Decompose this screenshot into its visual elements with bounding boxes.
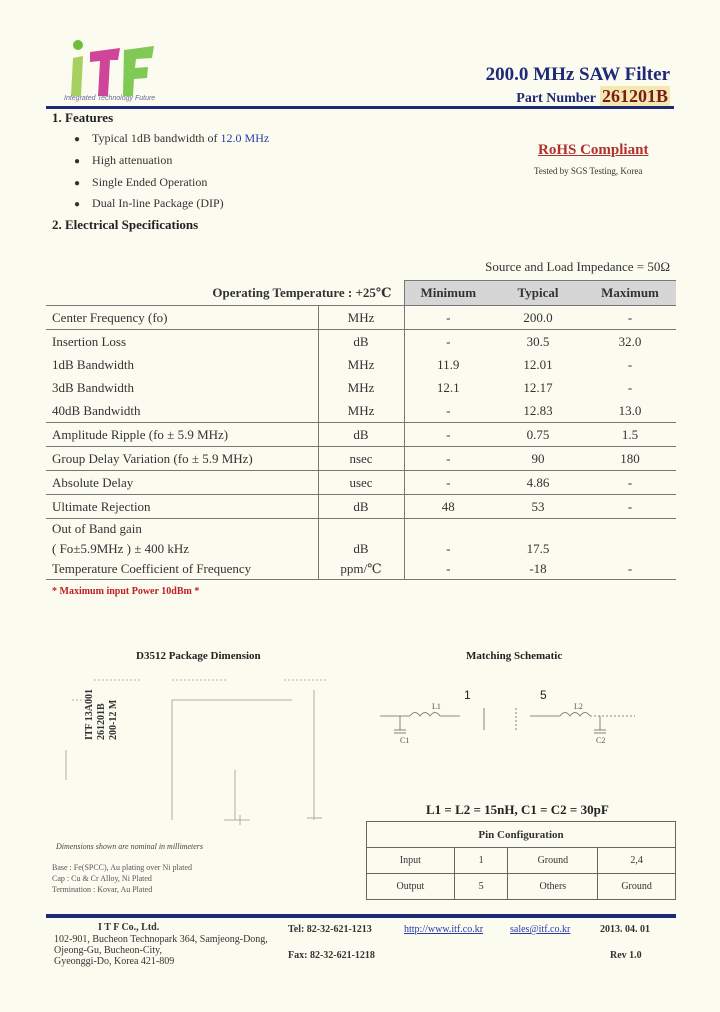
col-typical: Typical <box>492 281 584 306</box>
email-link[interactable]: sales@itf.co.kr <box>510 924 571 935</box>
rohs-title: RoHS Compliant <box>538 142 649 158</box>
rohs-subtitle: Tested by SGS Testing, Korea <box>534 166 643 176</box>
table-row: Input 1 Ground 2,4 <box>367 848 676 874</box>
c1-label: C1 <box>400 736 410 745</box>
header-divider <box>46 106 674 109</box>
feature-item: ● High attenuation <box>74 153 173 167</box>
dimension-note: Dimensions shown are nominal in millimeters <box>56 842 204 851</box>
spec-header-row <box>46 281 676 306</box>
table-row: ( Fo±5.9MHz ) ± 400 kHz dB - 17.5 <box>46 539 676 559</box>
electrical-heading: 2. Electrical Specifications <box>52 217 199 232</box>
table-row: Center Frequency (fo) MHz - 200.0 - <box>46 306 676 330</box>
package-materials: Base : Fe(SPCC), Au plating over Ni plated Cap : Cu & Cr Alloy, Ni Plated Termination : Kovar, Au Plated <box>52 863 192 894</box>
spec-table <box>46 280 676 580</box>
feature-item: ● Single Ended Operation <box>74 175 208 189</box>
table-row: 3dB Bandwidth MHz 12.1 12.17 - <box>46 376 676 399</box>
max-power-warning: * Maximum input Power 10dBm * <box>52 586 200 597</box>
package-marking: ITF 13A001 261201B 200-12 M <box>84 688 119 740</box>
footer-divider <box>46 914 676 918</box>
part-number: 261201B <box>601 86 668 106</box>
table-row: Group Delay Variation (fo ± 5.9 MHz) nsec - 90 180 <box>46 447 676 471</box>
table-row: 40dB Bandwidth MHz - 12.83 13.0 <box>46 399 676 423</box>
table-row: 1dB Bandwidth MHz 11.9 12.01 - <box>46 353 676 376</box>
feature-item: ● Typical 1dB bandwidth of 12.0 MHz <box>74 131 270 145</box>
pin1-label: 1 <box>464 688 471 702</box>
pin-config-table <box>366 821 676 900</box>
table-row: Output 5 Others Ground <box>367 874 676 900</box>
operating-temperature: Operating Temperature : +25℃ <box>46 281 404 306</box>
doc-date: 2013. 04. 01 <box>600 924 650 935</box>
page-title: 200.0 MHz SAW Filter <box>485 64 670 85</box>
pin-config-header: Pin Configuration <box>367 822 676 848</box>
table-row: Out of Band gain <box>46 519 676 540</box>
company-name: I T F Co., Ltd. <box>98 922 160 933</box>
bandwidth-value: 12.0 MHz <box>220 131 270 145</box>
package-title: D3512 Package Dimension <box>136 650 261 662</box>
table-row: Temperature Coefficient of Frequency ppm/℃ - -18 - <box>46 559 676 580</box>
impedance-note: Source and Load Impedance = 50Ω <box>485 259 670 274</box>
col-minimum: Minimum <box>404 281 492 306</box>
c2-label: C2 <box>596 736 606 745</box>
pin5-label: 5 <box>540 688 547 702</box>
col-maximum: Maximum <box>584 281 676 306</box>
part-number-label: Part Number <box>516 91 596 106</box>
matching-schematic <box>370 700 670 750</box>
table-row: Amplitude Ripple (fo ± 5.9 MHz) dB - 0.75 1.5 <box>46 423 676 447</box>
l2-label: L2 <box>574 702 583 711</box>
part-number-row <box>516 86 670 107</box>
l1-label: L1 <box>432 702 441 711</box>
schematic-title: Matching Schematic <box>466 650 563 662</box>
feature-item: ● Dual In-line Package (DIP) <box>74 196 224 210</box>
company-address: 102-901, Bucheon Technopark 364, Samjeong-Dong, Ojeong-Gu, Bucheon-City, Gyeonggi-Do, Korea 421-809 <box>54 934 268 967</box>
table-row: Insertion Loss dB - 30.5 32.0 <box>46 330 676 354</box>
table-row: Ultimate Rejection dB 48 53 - <box>46 495 676 519</box>
matching-values: L1 = L2 = 15nH, C1 = C2 = 30pF <box>426 802 609 817</box>
logo-tagline: Integrated Technology Future <box>64 95 156 102</box>
revision: Rev 1.0 <box>610 950 642 961</box>
website-link[interactable]: http://www.itf.co.kr <box>404 924 484 935</box>
table-row: Absolute Delay usec - 4.86 - <box>46 471 676 495</box>
telephone: Tel: 82-32-621-1213 <box>288 924 372 935</box>
fax: Fax: 82-32-621-1218 <box>288 950 375 961</box>
features-heading: 1. Features <box>52 110 114 125</box>
